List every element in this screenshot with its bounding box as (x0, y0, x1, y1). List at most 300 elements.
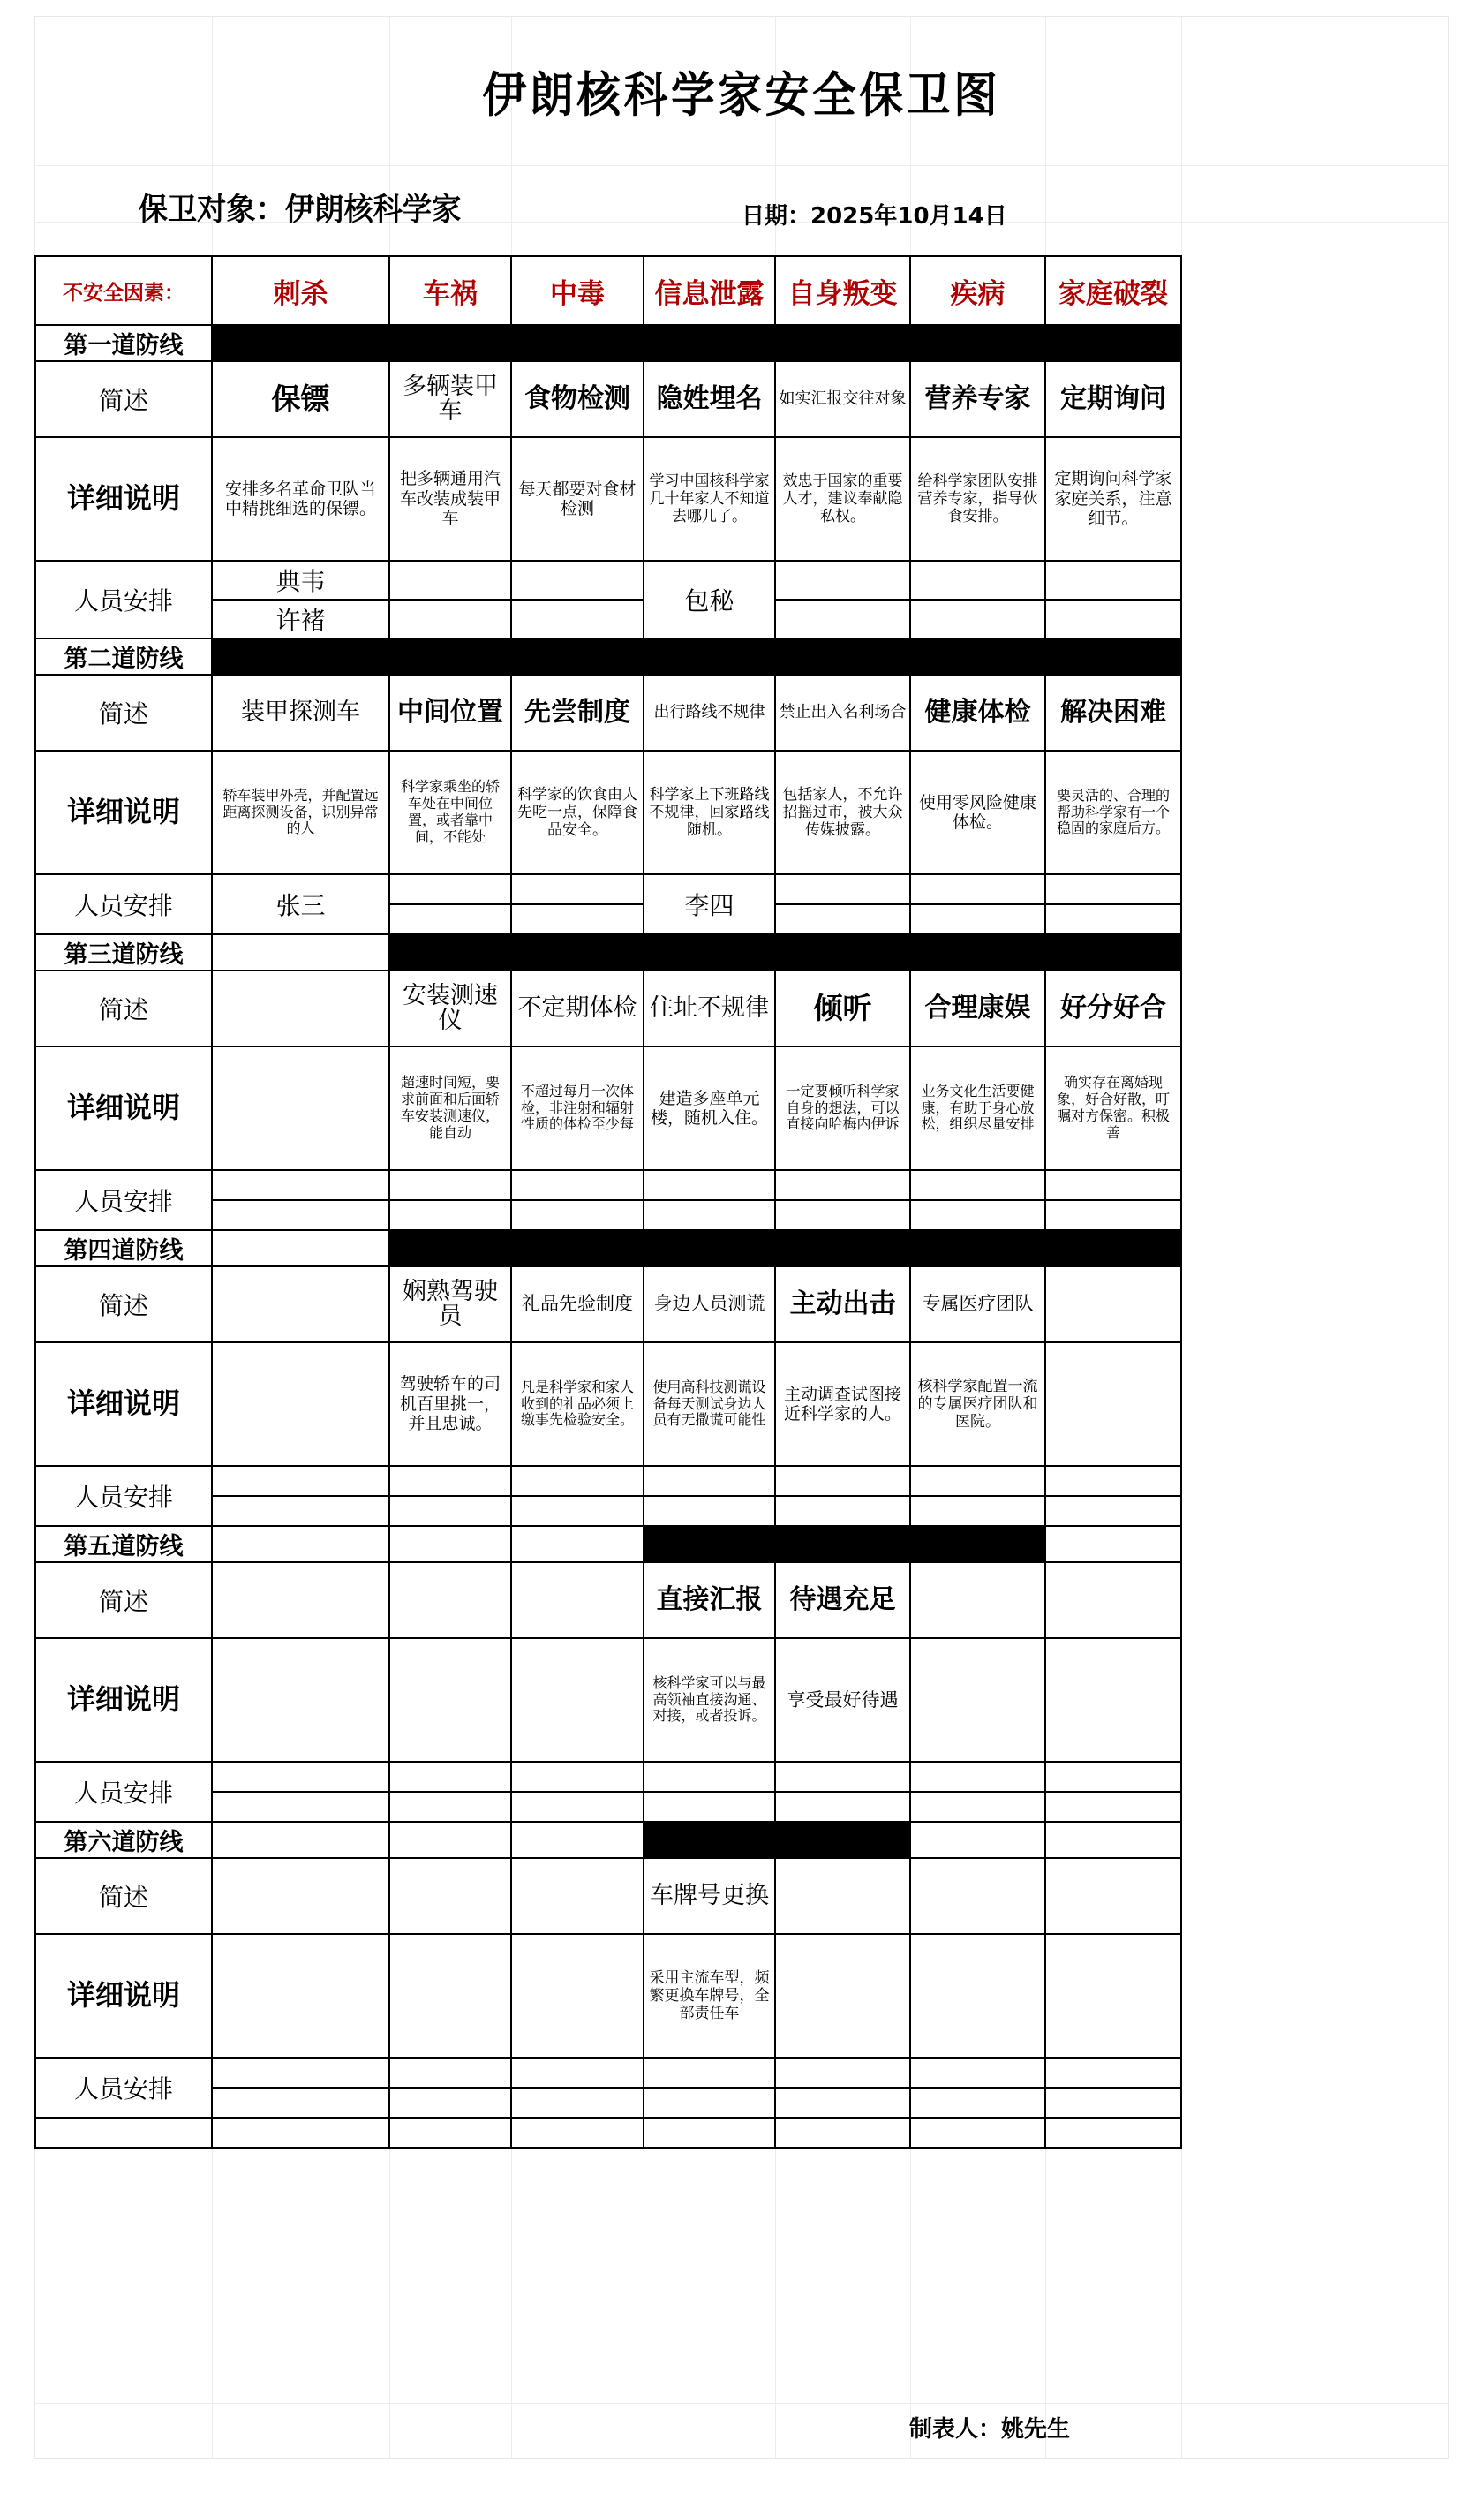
detail-cell (1045, 1934, 1181, 2058)
staff-cell (775, 561, 910, 600)
staff-row-header-text: 人员安排 (73, 2074, 173, 2104)
brief-cell (511, 361, 644, 437)
risk-header-5 (775, 256, 910, 325)
brief-row-header (35, 1266, 212, 1342)
defense-line-empty (511, 1526, 644, 1562)
staff-row-header-text: 人员安排 (73, 891, 173, 920)
detail-cell-text: 核科学家可以与最高领袖直接沟通、对接，或者投诉。 (652, 1673, 766, 1725)
detail-row-header (35, 437, 212, 561)
detail-cell-text: 把多辆通用汽车改装成装甲车 (399, 469, 501, 529)
defense-line-bar (1045, 638, 1181, 675)
detail-cell-text: 主动调查试图接近科学家的人。 (783, 1384, 901, 1424)
staff-cell (775, 1466, 910, 1496)
detail-cell-text: 凡是科学家和家人收到的礼品必须上缴事先检验安全。 (520, 1378, 634, 1429)
brief-row-4 (35, 1266, 1450, 1342)
detail-cell (1045, 1342, 1181, 1466)
staff-cell (775, 1496, 910, 1526)
staff-cell (1045, 1170, 1181, 1200)
staff-cell (1045, 1762, 1181, 1792)
staff-cell (212, 1170, 389, 1200)
staff-row-b-4 (35, 1496, 1450, 1526)
risk-header-1 (212, 256, 389, 325)
brief-cell (644, 971, 775, 1046)
defense-line-bar (644, 934, 775, 971)
risk-header-text: 车祸 (423, 277, 478, 310)
detail-cell (775, 437, 910, 561)
brief-cell-text: 娴熟驾驶员 (403, 1277, 498, 1330)
defense-line-bar (1045, 934, 1181, 971)
brief-cell (511, 1266, 644, 1342)
staff-cell (910, 1762, 1045, 1792)
detail-row-header (35, 1638, 212, 1762)
brief-cell-text: 主动出击 (789, 1288, 896, 1320)
detail-row-header-text: 详细说明 (66, 1682, 180, 1717)
detail-cell-text: 采用主流车型，频繁更换车牌号，全部责任车 (649, 1968, 770, 2023)
staff-cell (511, 2058, 644, 2088)
staff-row-a-3 (35, 1170, 1450, 1200)
detail-row-header (35, 751, 212, 874)
table-author-text: 制表人：姚先生 (909, 2415, 1071, 2443)
document-date-text: 日期：2025年10月14日 (742, 203, 1007, 230)
brief-cell (644, 1562, 775, 1638)
detail-cell-text: 包括家人，不允许招摇过市，被大众传媒披露。 (782, 785, 903, 840)
brief-cell-text: 身边人员测谎 (653, 1293, 765, 1315)
staff-cell (1045, 1792, 1181, 1822)
staff-cell (389, 1496, 511, 1526)
defense-line-bar (644, 1230, 775, 1266)
brief-cell-text: 多辆装甲车 (403, 372, 498, 425)
staff-cell-text: 李四 (684, 891, 734, 920)
brief-cell (775, 971, 910, 1046)
page-title (34, 17, 1449, 165)
brief-cell (511, 971, 644, 1046)
brief-cell (1045, 1266, 1181, 1342)
detail-cell-text: 要灵活的、合理的帮助科学家有一个稳固的家庭后方。 (1056, 786, 1170, 837)
brief-cell-text: 合理康娱 (924, 993, 1031, 1024)
staff-row-b-6 (35, 2088, 1450, 2118)
defense-line-bar (1045, 1230, 1181, 1266)
brief-row-2 (35, 675, 1450, 751)
staff-cell (775, 874, 910, 904)
brief-cell (910, 675, 1045, 751)
detail-cell (910, 1934, 1045, 2058)
brief-cell (644, 675, 775, 751)
brief-cell (910, 361, 1045, 437)
detail-cell (910, 1046, 1045, 1170)
blank-cell (389, 2118, 511, 2148)
detail-row-header-text: 详细说明 (66, 1978, 180, 2013)
detail-cell-text: 建造多座单元楼，随机入住。 (650, 1088, 768, 1128)
staff-row-a-5 (35, 1762, 1450, 1792)
staff-cell (910, 2088, 1045, 2118)
brief-cell (389, 675, 511, 751)
risk-header-text: 自身叛变 (787, 277, 898, 310)
defense-line-bar (511, 325, 644, 361)
staff-cell (1045, 1466, 1181, 1496)
brief-cell-text: 好分好合 (1060, 993, 1166, 1024)
detail-cell (511, 437, 644, 561)
detail-row-3 (35, 1046, 1450, 1170)
staff-cell (910, 561, 1045, 600)
brief-cell (389, 1562, 511, 1638)
brief-cell-text: 不定期体检 (517, 993, 637, 1022)
detail-cell-text: 科学家上下班路线不规律，回家路线随机。 (649, 785, 770, 840)
staff-cell (212, 600, 389, 638)
trailing-blank-row (35, 2118, 1450, 2148)
brief-cell (389, 1266, 511, 1342)
defense-line-bar (775, 1230, 910, 1266)
staff-cell (910, 600, 1045, 638)
detail-cell-text: 确实存在离婚现象，好合好散，叮嘱对方保密。积极善 (1056, 1074, 1170, 1141)
staff-cell (212, 2058, 389, 2088)
defense-line-empty (212, 1526, 389, 1562)
defense-line-label-4: 第四道防线 (35, 1230, 212, 1266)
defense-line-bar (389, 934, 511, 971)
blank-cell (35, 2118, 212, 2148)
staff-cell (644, 2088, 775, 2118)
detail-row-1 (35, 437, 1450, 561)
staff-row-a-6 (35, 2058, 1450, 2088)
detail-cell-text: 驾驶轿车的司机百里挑一，并且忠诚。 (399, 1374, 501, 1434)
defense-line-row-2 (35, 638, 1450, 675)
defense-line-empty (389, 1822, 511, 1858)
staff-row-header (35, 2058, 212, 2118)
staff-cell (910, 1200, 1045, 1230)
staff-cell-text: 包秘 (684, 586, 734, 616)
staff-row-a-1 (35, 561, 1450, 600)
staff-cell (389, 600, 511, 638)
detail-cell (775, 751, 910, 874)
staff-cell (389, 904, 511, 934)
brief-cell (1045, 675, 1181, 751)
detail-row-4 (35, 1342, 1450, 1466)
brief-cell-text: 中间位置 (397, 697, 503, 729)
staff-cell (775, 1170, 910, 1200)
brief-cell (910, 1858, 1045, 1934)
staff-cell (389, 1792, 511, 1822)
staff-row-b-5 (35, 1792, 1450, 1822)
brief-cell (212, 971, 389, 1046)
detail-cell-text: 科学家的饮食由人先吃一点，保障食品安全。 (517, 785, 637, 840)
staff-cell (775, 904, 910, 934)
brief-row-5 (35, 1562, 1450, 1638)
detail-cell (389, 1934, 511, 2058)
detail-cell-text: 科学家乘坐的轿车处在中间位置，或者靠中间，不能处 (400, 778, 500, 845)
detail-cell (511, 1342, 644, 1466)
brief-cell (511, 1562, 644, 1638)
detail-cell (644, 1046, 775, 1170)
detail-cell-text: 轿车装甲外壳，并配置远距离探测设备，识别异常的人 (222, 786, 379, 837)
detail-cell (511, 1638, 644, 1762)
brief-cell (1045, 1858, 1181, 1934)
brief-cell (775, 361, 910, 437)
brief-cell-text: 食物检测 (524, 383, 630, 415)
defense-line-label-5: 第五道防线 (35, 1526, 212, 1562)
detail-cell-text: 定期询问科学家家庭关系，注意细节。 (1054, 469, 1172, 529)
detail-cell (910, 1638, 1045, 1762)
brief-cell (910, 1266, 1045, 1342)
detail-row-header-text: 详细说明 (66, 1386, 180, 1421)
detail-row-header-text: 详细说明 (66, 1091, 180, 1125)
risk-header-text: 中毒 (550, 277, 605, 310)
staff-cell (389, 1170, 511, 1200)
risk-header-label (35, 256, 212, 325)
detail-cell (644, 1638, 775, 1762)
staff-cell (644, 874, 775, 934)
detail-cell (1045, 1046, 1181, 1170)
brief-cell-text: 出行路线不规律 (653, 702, 765, 721)
staff-row-header-text: 人员安排 (73, 1187, 173, 1216)
detail-cell (775, 1046, 910, 1170)
defense-line-bar (644, 638, 775, 675)
detail-cell (212, 1342, 389, 1466)
defense-line-row-1 (35, 325, 1450, 361)
brief-cell (212, 1266, 389, 1342)
defense-line-bar (910, 325, 1045, 361)
defense-line-bar (644, 325, 775, 361)
detail-cell (910, 437, 1045, 561)
defense-line-bar (511, 934, 644, 971)
staff-cell (389, 1200, 511, 1230)
risk-header-text: 信息泄露 (654, 277, 765, 310)
risk-header-text: 家庭破裂 (1058, 277, 1168, 310)
staff-cell (910, 2058, 1045, 2088)
detail-cell-text: 使用零风险健康体检。 (918, 792, 1036, 832)
brief-cell (644, 1858, 775, 1934)
staff-row-header (35, 1466, 212, 1526)
staff-cell (644, 1466, 775, 1496)
staff-cell (212, 2088, 389, 2118)
defense-line-bar (775, 934, 910, 971)
staff-cell (910, 874, 1045, 904)
defense-line-empty (212, 934, 389, 971)
detail-cell (212, 437, 389, 561)
staff-cell (644, 1200, 775, 1230)
risk-header-7 (1045, 256, 1181, 325)
protection-subject (34, 168, 565, 247)
staff-cell (1045, 1200, 1181, 1230)
defense-line-row-5 (35, 1526, 1450, 1562)
detail-cell-text: 超速时间短，要求前面和后面轿车安装测速仪，能自动 (400, 1074, 500, 1141)
brief-cell (644, 1266, 775, 1342)
brief-row-header (35, 675, 212, 751)
staff-row-header (35, 1762, 212, 1822)
staff-cell (389, 2088, 511, 2118)
staff-cell (775, 1762, 910, 1792)
detail-cell (389, 1342, 511, 1466)
blank-cell (212, 2118, 389, 2148)
brief-row-1 (35, 361, 1450, 437)
staff-cell (644, 2058, 775, 2088)
risk-header-label-text: 不安全因素： (63, 281, 185, 305)
staff-cell (644, 561, 775, 638)
blank-cell (775, 2118, 910, 2148)
detail-cell (910, 751, 1045, 874)
brief-cell (644, 361, 775, 437)
defense-line-bar (775, 1822, 910, 1858)
staff-cell (389, 874, 511, 904)
detail-cell-text: 业务文化生活要健康，有助于身心放松，组织尽量安排 (921, 1082, 1035, 1133)
brief-cell-text: 住址不规律 (650, 993, 769, 1022)
staff-cell (910, 904, 1045, 934)
detail-row-header-text: 详细说明 (66, 481, 180, 516)
defense-line-bar (644, 1822, 775, 1858)
detail-cell-text: 享受最好待遇 (787, 1688, 899, 1711)
detail-cell (511, 1046, 644, 1170)
defense-line-label-1: 第一道防线 (35, 325, 212, 361)
staff-row-b-3 (35, 1200, 1450, 1230)
defense-line-bar (910, 638, 1045, 675)
defense-line-bar (389, 325, 511, 361)
brief-row-header-text: 简述 (98, 995, 148, 1024)
brief-cell (212, 1858, 389, 1934)
detail-cell (644, 437, 775, 561)
staff-cell (212, 1466, 389, 1496)
staff-cell-text: 张三 (275, 891, 326, 920)
defense-line-empty (212, 1822, 389, 1858)
defense-line-bar (644, 1526, 775, 1562)
staff-cell (389, 1466, 511, 1496)
brief-cell-text: 待遇充足 (789, 1584, 896, 1616)
defense-line-bar (511, 638, 644, 675)
detail-cell-text: 学习中国核科学家几十年家人不知道去哪儿了。 (649, 472, 770, 526)
brief-cell (1045, 361, 1181, 437)
brief-cell (775, 1858, 910, 1934)
staff-cell (1045, 2088, 1181, 2118)
detail-cell (212, 751, 389, 874)
brief-cell-text: 专属医疗团队 (922, 1293, 1034, 1315)
staff-row-header-text: 人员安排 (73, 586, 173, 616)
staff-cell (1045, 904, 1181, 934)
detail-row-header (35, 1934, 212, 2058)
brief-cell (212, 361, 389, 437)
staff-cell (511, 1792, 644, 1822)
brief-cell-text: 营养专家 (924, 383, 1031, 415)
brief-cell (775, 1266, 910, 1342)
detail-cell (389, 437, 511, 561)
detail-row-5 (35, 1638, 1450, 1762)
staff-row-header-text: 人员安排 (73, 1483, 173, 1512)
staff-row-header-text: 人员安排 (73, 1779, 173, 1808)
staff-cell (511, 904, 644, 934)
brief-cell (212, 1562, 389, 1638)
brief-row-header (35, 361, 212, 437)
staff-cell (212, 874, 389, 934)
brief-row-3 (35, 971, 1450, 1046)
detail-cell-text: 给科学家团队安排营养专家，指导伙食安排。 (917, 472, 1038, 526)
staff-cell-text: 典韦 (275, 567, 326, 596)
blank-cell (910, 2118, 1045, 2148)
brief-row-header-text: 简述 (98, 1587, 148, 1616)
staff-cell (644, 1762, 775, 1792)
staff-cell (212, 561, 389, 600)
staff-cell (511, 600, 644, 638)
defense-line-empty (511, 1822, 644, 1858)
brief-cell (1045, 971, 1181, 1046)
detail-cell-text: 安排多名革命卫队当中精挑细选的保镖。 (224, 479, 376, 518)
detail-cell (511, 1934, 644, 2058)
staff-cell (1045, 2058, 1181, 2088)
brief-cell-text: 先尝制度 (524, 697, 630, 729)
defense-line-empty (1045, 1822, 1181, 1858)
detail-cell (1045, 437, 1181, 561)
staff-cell (511, 1496, 644, 1526)
staff-cell (511, 561, 644, 600)
brief-row-6 (35, 1858, 1450, 1934)
brief-row-header (35, 1858, 212, 1934)
brief-cell (389, 1858, 511, 1934)
staff-cell (1045, 561, 1181, 600)
defense-line-bar (775, 1526, 910, 1562)
defense-line-row-3 (35, 934, 1450, 971)
defense-line-row-4 (35, 1230, 1450, 1266)
staff-cell (775, 1200, 910, 1230)
staff-cell (910, 1466, 1045, 1496)
brief-cell-text: 保镖 (271, 381, 330, 416)
staff-cell (511, 1762, 644, 1792)
staff-cell (775, 2058, 910, 2088)
staff-cell (644, 1496, 775, 1526)
grid-line-h (35, 165, 1448, 166)
staff-cell (389, 1762, 511, 1792)
risk-header-row (35, 256, 1450, 325)
detail-cell-text: 核科学家配置一流的专属医疗团队和医院。 (917, 1377, 1038, 1432)
detail-cell (775, 1934, 910, 2058)
staff-cell (511, 1466, 644, 1496)
defense-line-bar (511, 1230, 644, 1266)
staff-cell (511, 1200, 644, 1230)
staff-cell (644, 1170, 775, 1200)
detail-cell-text: 每天都要对食材检测 (518, 479, 637, 518)
brief-cell-text: 定期询问 (1060, 383, 1166, 415)
staff-row-a-4 (35, 1466, 1450, 1496)
page-title-text: 伊朗核科学家安全保卫图 (482, 66, 1001, 123)
detail-cell (775, 1342, 910, 1466)
detail-row-header (35, 1342, 212, 1466)
detail-cell (389, 751, 511, 874)
brief-cell-text: 直接汇报 (656, 1584, 763, 1616)
brief-row-header (35, 971, 212, 1046)
brief-cell (511, 1858, 644, 1934)
detail-row-header (35, 1046, 212, 1170)
brief-row-header (35, 1562, 212, 1638)
brief-cell-text: 安装测速仪 (403, 981, 498, 1034)
defense-line-bar (910, 1230, 1045, 1266)
staff-cell (1045, 1496, 1181, 1526)
detail-cell (212, 1934, 389, 2058)
detail-cell (1045, 1638, 1181, 1762)
brief-cell (389, 971, 511, 1046)
blank-cell (511, 2118, 644, 2148)
defense-line-label-6: 第六道防线 (35, 1822, 212, 1858)
risk-header-text: 疾病 (950, 277, 1006, 310)
detail-cell (389, 1638, 511, 1762)
staff-cell (389, 561, 511, 600)
security-plan-table (34, 255, 1450, 2149)
detail-cell-text: 一定要倾听科学家自身的想法，可以直接向哈梅内伊诉 (786, 1082, 900, 1133)
brief-cell-text: 倾听 (813, 990, 872, 1025)
detail-cell (644, 751, 775, 874)
brief-cell (910, 971, 1045, 1046)
detail-cell (1045, 751, 1181, 874)
brief-cell-text: 解决困难 (1060, 697, 1166, 729)
protection-subject-text: 保卫对象：伊朗核科学家 (138, 193, 462, 228)
staff-row-header (35, 874, 212, 934)
brief-row-header-text: 简述 (98, 1291, 148, 1320)
brief-cell (910, 1562, 1045, 1638)
brief-cell-text: 装甲探测车 (241, 698, 360, 726)
staff-cell (212, 1200, 389, 1230)
